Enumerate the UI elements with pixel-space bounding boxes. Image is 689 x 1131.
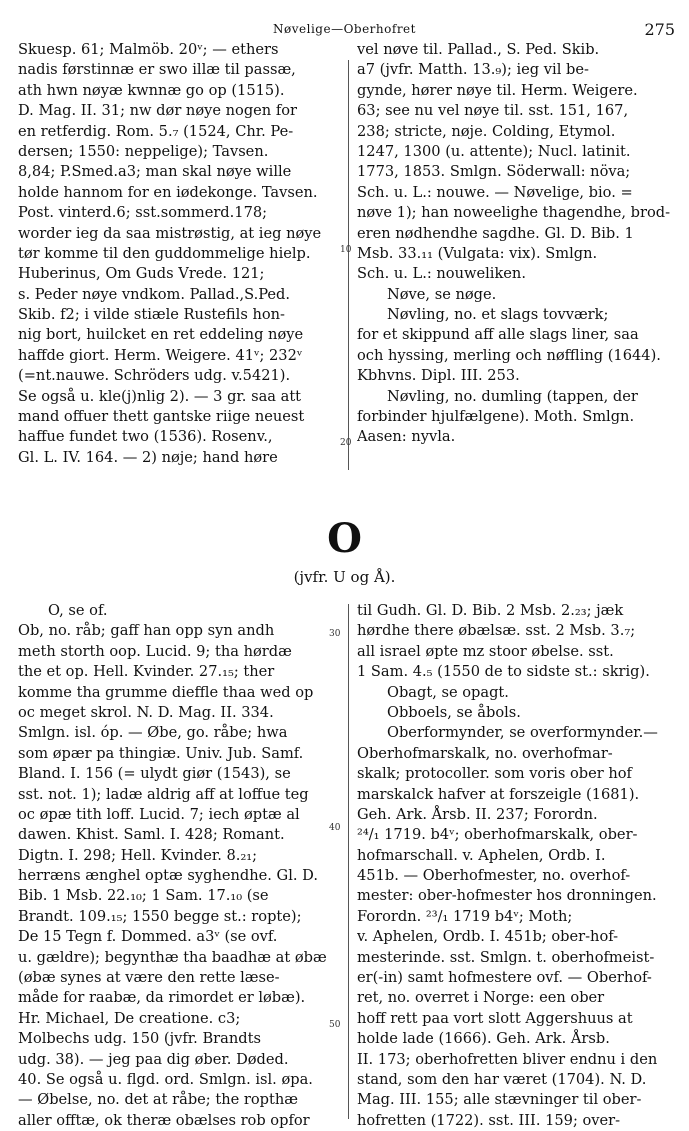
text-line: mesterinde. sst. Smlgn. t. oberhofmeist- bbox=[357, 948, 655, 966]
text-line: v. Aphelen, Ordb. I. 451b; ober-hof- bbox=[357, 928, 619, 946]
text-line: all israel øpte mz stoor øbelse. sst. bbox=[357, 642, 614, 660]
text-line: Bland. I. 156 (= ulydt giør (1543), se bbox=[18, 765, 291, 783]
text-line: 8,84; P.Smed.a3; man skal nøye wille bbox=[18, 163, 292, 181]
text-line: er(-in) samt hofmestere ovf. — Oberhof- bbox=[357, 969, 652, 987]
text-line: Bib. 1 Msb. 22.₁₀; 1 Sam. 17.₁₀ (se bbox=[18, 887, 269, 905]
page-number: 275 bbox=[644, 20, 675, 39]
text-line: Nøve, se nøge. bbox=[387, 285, 497, 303]
text-line: Geh. Ark. Årsb. II. 237; Forordn. bbox=[357, 805, 598, 823]
line-marker: 40 bbox=[329, 823, 341, 833]
text-line: Aasen: nyvla. bbox=[357, 428, 456, 446]
text-line: til Gudh. Gl. D. Bib. 2 Msb. 2.₂₃; jæk bbox=[357, 602, 624, 619]
section-note: (jvfr. U og Å). bbox=[293, 568, 396, 586]
text-line: Sch. u. L.: nouwe. — Nøvelige, bio. = bbox=[357, 183, 633, 201]
text-line: aller offtæ, ok theræ obælses rob opfor bbox=[18, 1111, 310, 1129]
text-line: Mag. III. 155; alle stævninger til ober- bbox=[357, 1091, 642, 1109]
text-line: haffde giort. Herm. Weigere. 41ᵛ; 232ᵛ bbox=[18, 346, 303, 364]
text-line: Brandt. 109.₁₅; 1550 begge st.: ropte); bbox=[18, 907, 302, 925]
text-line: 238; stricte, nøje. Colding, Etymol. bbox=[357, 122, 616, 140]
text-line: — Øbelse, no. det at råbe; the ropthæ bbox=[18, 1091, 298, 1109]
text-line: Se også u. kle(j)nlig 2). — 3 gr. saa att bbox=[18, 387, 302, 405]
text-line: Smlgn. isl. óp. — Øbe, go. råbe; hwa bbox=[18, 724, 288, 742]
text-line: Obboels, se åbols. bbox=[387, 703, 521, 721]
text-line: meth storth oop. Lucid. 9; tha hørdæ bbox=[18, 642, 292, 660]
text-line: Skuesp. 61; Malmöb. 20ᵛ; — ethers bbox=[18, 41, 279, 58]
line-marker: 10 bbox=[340, 245, 352, 255]
running-head: Nøvelige—Oberhofret bbox=[273, 22, 416, 36]
text-line: marskalck hafver at forszeigle (1681). bbox=[357, 785, 640, 803]
text-line: De 15 Tegn f. Dommed. a3ᵛ (se ovf. bbox=[18, 928, 278, 946]
text-line: mand offuer thett gantske riige neuest bbox=[18, 408, 305, 426]
text-line: Gl. L. IV. 164. — 2) nøje; hand høre bbox=[18, 448, 278, 466]
text-line: Huberinus, Om Guds Vrede. 121; bbox=[18, 265, 265, 283]
text-line: gynde, hører nøye til. Herm. Weigere. bbox=[357, 81, 638, 99]
text-line: Nøvling, no. et slags tovværk; bbox=[387, 306, 609, 324]
bottom-right-column bbox=[357, 601, 679, 1131]
text-line: en retferdig. Rom. 5.₇ (1524, Chr. Pe- bbox=[18, 122, 294, 140]
text-line: for et skippund aff alle slags liner, saa bbox=[357, 326, 639, 344]
text-line: Obagt, se opagt. bbox=[387, 683, 509, 701]
text-line: haffue fundet two (1536). Rosenv., bbox=[18, 428, 273, 446]
text-line: ²⁴/₁ 1719. b4ᵛ; oberhofmarskalk, ober- bbox=[357, 826, 638, 844]
text-line: hofretten (1722). sst. III. 159; over- bbox=[357, 1111, 621, 1129]
text-line: Nøvling, no. dumling (tappen, der bbox=[387, 387, 638, 405]
line-marker: 30 bbox=[329, 629, 341, 639]
text-line: komme tha grumme dieffle thaa wed op bbox=[18, 683, 314, 701]
text-line: som øpær pa thingiæ. Univ. Jub. Samf. bbox=[18, 744, 304, 762]
text-line: dawen. Khist. Saml. I. 428; Romant. bbox=[18, 826, 285, 844]
text-line: ret, no. overret i Norge: een ober bbox=[357, 989, 605, 1007]
page-header bbox=[0, 18, 689, 42]
text-line: Msb. 33.₁₁ (Vulgata: vix). Smlgn. bbox=[357, 244, 598, 262]
text-line: Oberhofmarskalk, no. overhofmar- bbox=[357, 744, 613, 762]
text-line: tør komme til den guddommelige hielp. bbox=[18, 244, 311, 262]
line-marker: 50 bbox=[329, 1020, 341, 1030]
text-line: s. Peder nøye vndkom. Pallad.,S.Ped. bbox=[18, 285, 291, 303]
text-line: hørdhe there øbælsæ. sst. 2 Msb. 3.₇; bbox=[357, 622, 636, 640]
text-line: hoff rett paa vort slott Aggershuus at bbox=[357, 1009, 633, 1027]
text-line: eren nødhendhe sagdhe. Gl. D. Bib. 1 bbox=[357, 224, 634, 242]
text-line: hofmarschall. v. Aphelen, Ordb. I. bbox=[357, 846, 606, 864]
text-line: oc meget skrol. N. D. Mag. II. 334. bbox=[18, 703, 274, 721]
text-line: 451b. — Oberhofmester, no. overhof- bbox=[357, 867, 631, 885]
text-line: Ob, no. råb; gaff han opp syn andh bbox=[18, 622, 275, 640]
text-line: Skib. f2; i vilde stiæle Rustefils hon- bbox=[18, 306, 285, 324]
text-line: 1 Sam. 4.₅ (1550 de to sidste st.: skrig). bbox=[357, 663, 650, 681]
top-right-column bbox=[357, 40, 679, 448]
text-line: Forordn. ²³/₁ 1719 b4ᵛ; Moth; bbox=[357, 907, 573, 925]
text-line: worder ieg da saa mistrøstig, at ieg nøye bbox=[18, 224, 322, 242]
text-line: Oberformynder, se overformynder.— bbox=[387, 724, 658, 742]
text-line: 1773, 1853. Smlgn. Söderwall: növa; bbox=[357, 163, 631, 181]
text-line: och hyssing, merling och nøffling (1644). bbox=[357, 346, 661, 364]
text-line: nig bort, huilcket en ret eddeling nøye bbox=[18, 326, 304, 344]
text-line: måde for raabæ, da rimordet er løbæ). bbox=[18, 989, 306, 1007]
text-line: holde hannom for en iødekonge. Tavsen. bbox=[18, 183, 318, 201]
column-divider bbox=[348, 60, 349, 470]
text-line: oc øpæ tith loff. Lucid. 7; iech øptæ al bbox=[18, 805, 300, 823]
top-left-column bbox=[18, 40, 340, 468]
text-line: 1247, 1300 (u. attente); Nucl. latinit. bbox=[357, 142, 631, 160]
text-line: Hr. Michael, De creatione. c3; bbox=[18, 1009, 241, 1027]
line-marker: 20 bbox=[340, 438, 352, 448]
text-line: ath hwn nøyæ kwnnæ go op (1515). bbox=[18, 81, 285, 99]
text-line: dersen; 1550: neppelige); Tavsen. bbox=[18, 142, 269, 160]
text-line: Kbhvns. Dipl. III. 253. bbox=[357, 367, 520, 385]
text-line: sst. not. 1); ladæ aldrig aff at loffue teg bbox=[18, 785, 309, 803]
text-line: herræns ænghel optæ syghendhe. Gl. D. bbox=[18, 867, 318, 885]
text-line: O, se of. bbox=[48, 602, 108, 619]
text-line: forbinder hjulfælgene). Moth. Smlgn. bbox=[357, 408, 635, 426]
text-line: nøve 1); han noweelighe thagendhe, brod- bbox=[357, 204, 671, 222]
column-divider bbox=[348, 604, 349, 1119]
text-line: Sch. u. L.: nouweliken. bbox=[357, 265, 526, 283]
text-line: skalk; protocoller. som voris ober hof bbox=[357, 765, 632, 783]
text-line: (øbæ synes at være den rette læse- bbox=[18, 969, 280, 987]
text-line: (=nt.nauwe. Schröders udg. v.5421). bbox=[18, 367, 291, 385]
text-line: D. Mag. II. 31; nw dør nøye nogen for bbox=[18, 102, 297, 120]
text-line: Post. vinterd.6; sst.sommerd.178; bbox=[18, 204, 268, 222]
text-line: Digtn. I. 298; Hell. Kvinder. 8.₂₁; bbox=[18, 846, 258, 864]
text-line: stand, som den har været (1704). N. D. bbox=[357, 1070, 647, 1088]
text-line: II. 173; oberhofretten bliver endnu i den bbox=[357, 1050, 658, 1068]
text-line: 40. Se også u. flgd. ord. Smlgn. isl. øpa. bbox=[18, 1070, 313, 1088]
text-line: mester: ober-hofmester hos dronningen. bbox=[357, 887, 657, 905]
text-line: vel nøve til. Pallad., S. Ped. Skib. bbox=[357, 41, 600, 58]
text-line: the et op. Hell. Kvinder. 27.₁₅; ther bbox=[18, 663, 275, 681]
section-letter: O bbox=[327, 515, 362, 562]
text-line: udg. 38). — jeg paa dig øber. Døded. bbox=[18, 1050, 289, 1068]
text-line: a7 (jvfr. Matth. 13.₉); ieg vil be- bbox=[357, 61, 589, 79]
text-line: Molbechs udg. 150 (jvfr. Brandts bbox=[18, 1030, 261, 1048]
text-line: nadis førstinnæ er swo illæ til passæ, bbox=[18, 61, 296, 79]
text-line: u. gældre); begynthæ tha baadhæ at øbæ bbox=[18, 948, 327, 966]
bottom-left-column bbox=[18, 601, 340, 1131]
text-line: holde lade (1666). Geh. Ark. Årsb. bbox=[357, 1030, 610, 1048]
text-line: 63; see nu vel nøye til. sst. 151, 167, bbox=[357, 102, 629, 120]
